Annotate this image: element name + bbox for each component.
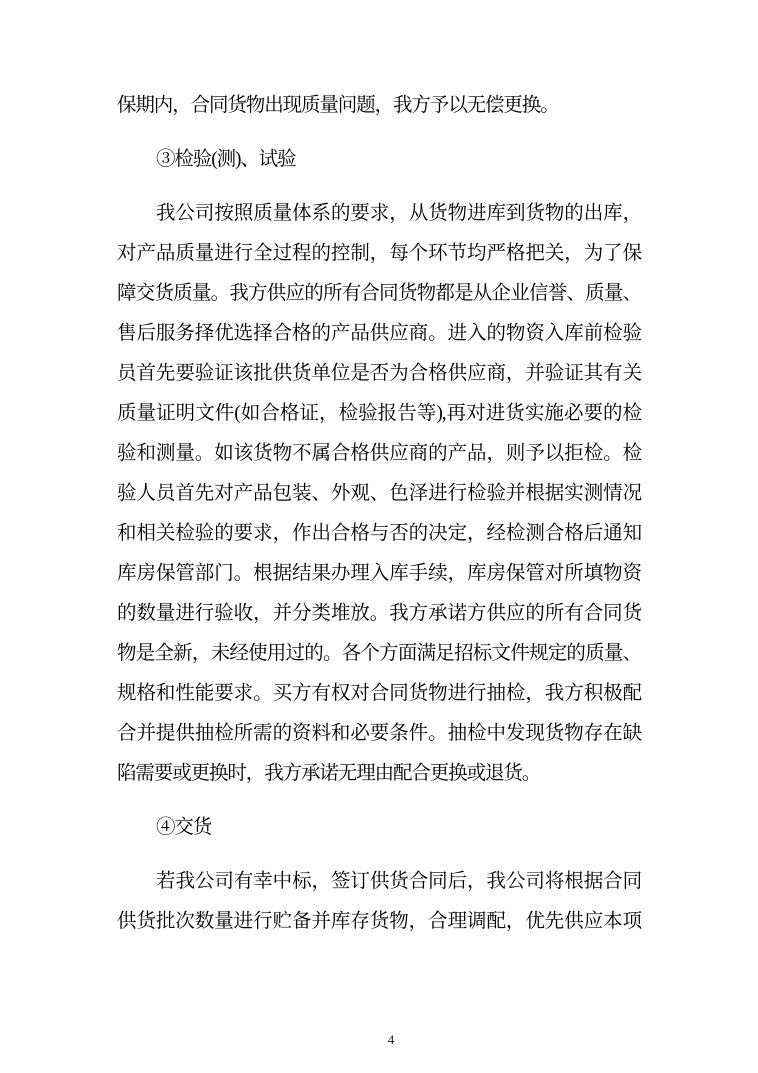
text-line: 若我公司有幸中标，签订供货合同后，我公司将根据合同 [156, 871, 641, 892]
section-heading-inspection: ③检验(测)、试验 [156, 149, 296, 170]
text-line: 合并提供抽检所需的资料和必要条件。抽检中发现货物存在缺 [117, 723, 641, 744]
text-line: 售后服务择优选择合格的产品供应商。进入的物资入库前检验 [117, 323, 641, 344]
text-line: 验人员首先对产品包装、外观、色泽进行检验并根据实测情况 [117, 483, 641, 504]
text-line: 的数量进行验收，并分类堆放。我方承诺方供应的所有合同货 [117, 603, 641, 624]
paragraph-continuation-line: 保期内，合同货物出现质量问题，我方予以无偿更换。 [117, 95, 559, 116]
text-line: 我公司按照质量体系的要求，从货物进库到货物的出库， [156, 203, 641, 224]
text-line: 验和测量。如该货物不属合格供应商的产品，则予以拒检。检 [117, 443, 641, 464]
text-line: 供货批次数量进行贮备并库存货物，合理调配，优先供应本项 [117, 911, 641, 932]
text-line: 和相关检验的要求，作出合格与否的决定，经检测合格后通知 [117, 523, 641, 544]
text-line: 质量证明文件(如合格证，检验报告等),再对进货实施必要的检 [117, 403, 641, 424]
page-number: 4 [387, 1032, 395, 1047]
text-line: 员首先要验证该批供货单位是否为合格供应商，并验证其有关 [117, 363, 641, 384]
text-line: 对产品质量进行全过程的控制，每个环节均严格把关，为了保 [117, 243, 641, 264]
text-line: 障交货质量。我方供应的所有合同货物都是从企业信誉、质量、 [117, 283, 641, 304]
text-line: 物是全新，未经使用过的。各个方面满足招标文件规定的质量、 [117, 643, 641, 664]
document-body [117, 86, 641, 942]
text-line: 库房保管部门。根据结果办理入库手续，库房保管对所填物资 [117, 563, 641, 584]
paragraph-end-line: 陷需要或更换时，我方承诺无理由配合更换或退货。 [117, 763, 541, 784]
text-line: 规格和性能要求。买方有权对合同货物进行抽检，我方积极配 [117, 683, 641, 704]
section-heading-delivery: ④交货 [156, 817, 212, 838]
